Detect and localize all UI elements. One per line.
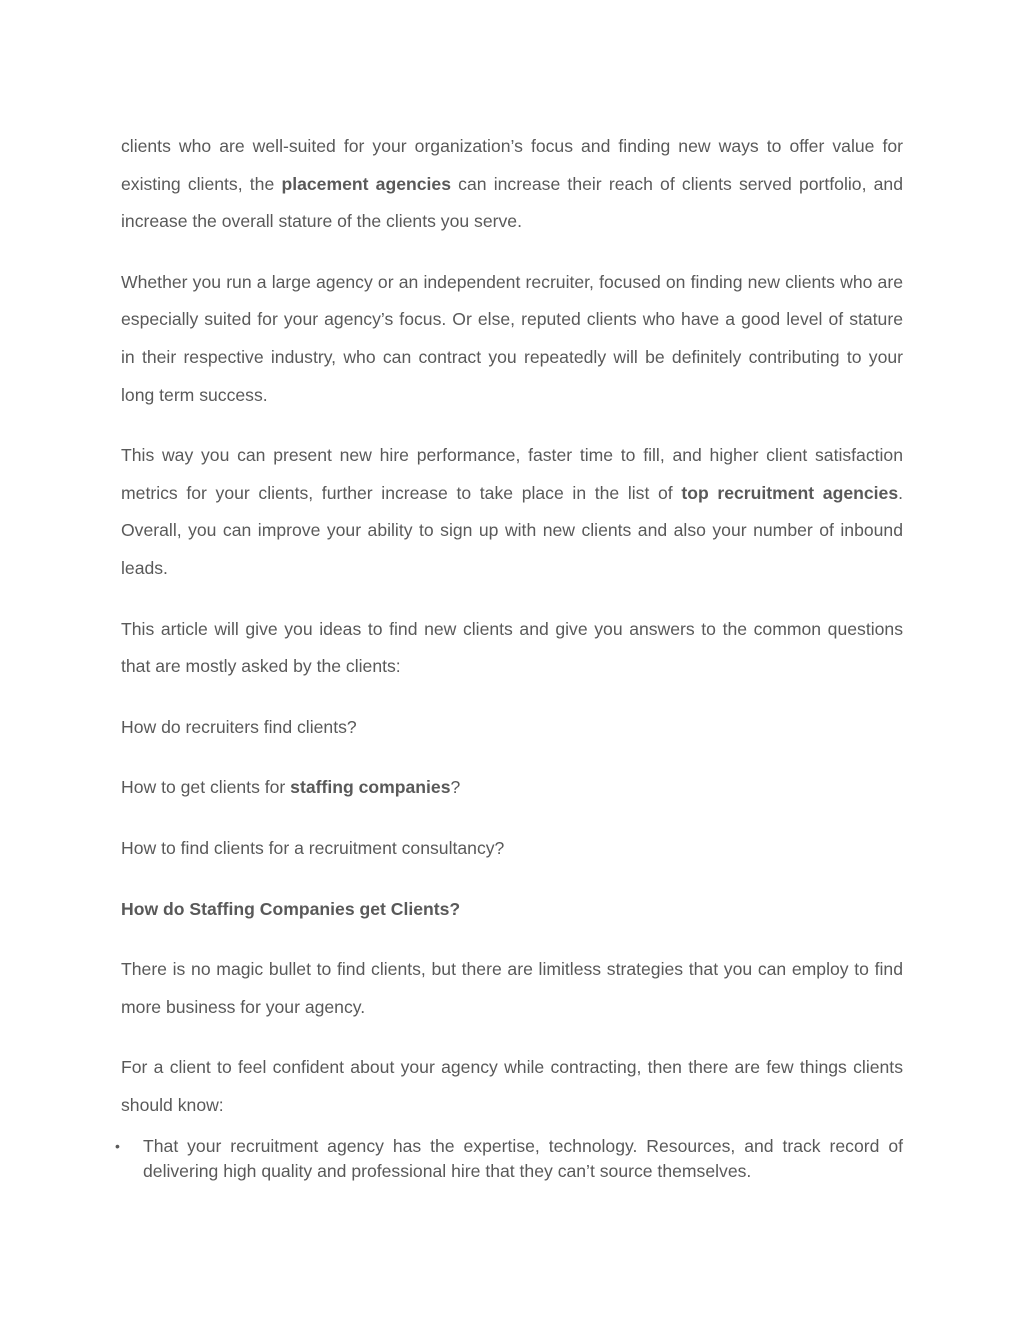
question-2-text-a: How to get clients for bbox=[121, 777, 291, 798]
paragraph-3-text-a: This way you can present new hire performance, faster time to fill, and higher client satisfaction metrics for your clients, further increase to take place in the list of bbox=[121, 445, 903, 503]
question-2 bbox=[121, 769, 903, 807]
question-1 bbox=[121, 709, 903, 747]
bullet-item bbox=[115, 1134, 903, 1184]
section-heading bbox=[121, 891, 903, 929]
paragraph-5-text: There is no magic bullet to find clients, but there are limitless strategies that you can employ to find more business for your agency. bbox=[121, 959, 903, 1017]
paragraph-2 bbox=[121, 264, 903, 414]
paragraph-5 bbox=[121, 951, 903, 1026]
question-3 bbox=[121, 830, 903, 868]
bullet-marker: • bbox=[115, 1138, 120, 1155]
top-recruitment-agencies-keyword: top recruitment agencies bbox=[681, 482, 899, 503]
paragraph-3 bbox=[121, 437, 903, 587]
paragraph-6 bbox=[121, 1049, 903, 1124]
bullet-list bbox=[115, 1134, 903, 1184]
placement-agencies-keyword: placement agencies bbox=[281, 173, 451, 194]
paragraph-4 bbox=[121, 611, 903, 686]
paragraph-2-text: Whether you run a large agency or an independent recruiter, focused on finding new clients who are especially suited for your agency’s focus. Or else, reputed clients who have a good level of stature in their respective industry, who can contract you repeatedly will be definitely contributing to your long term success. bbox=[121, 271, 903, 405]
question-3-text: How to find clients for a recruitment consultancy? bbox=[121, 837, 505, 858]
question-2-text-b: ? bbox=[450, 777, 461, 798]
paragraph-1 bbox=[121, 128, 903, 241]
paragraph-6-text: For a client to feel confident about your agency while contracting, then there are few things clients should know: bbox=[121, 1057, 903, 1115]
bullet-item-text: That your recruitment agency has the expertise, technology. Resources, and track record of delivering high quality and professional hire that they can’t source themselves. bbox=[143, 1136, 903, 1182]
paragraph-1-text-a: clients who are well-suited for your organization’s focus and finding new ways to offer value for existing clients, the bbox=[121, 136, 903, 194]
paragraph-4-text: This article will give you ideas to find new clients and give you answers to the common questions that are mostly asked by the clients: bbox=[121, 618, 903, 677]
question-1-text: How do recruiters find clients? bbox=[121, 716, 357, 737]
staffing-companies-keyword: staffing companies bbox=[290, 777, 451, 798]
section-heading-text: How do Staffing Companies get Clients? bbox=[121, 898, 461, 919]
paragraph-3-text-b: . Overall, you can improve your ability to sign up with new clients and also your number of inbound leads. bbox=[121, 482, 903, 578]
document-page bbox=[115, 128, 903, 1184]
paragraph-1-text-b: can increase their reach of clients served portfolio, and increase the overall stature of the clients you serve. bbox=[121, 173, 903, 232]
